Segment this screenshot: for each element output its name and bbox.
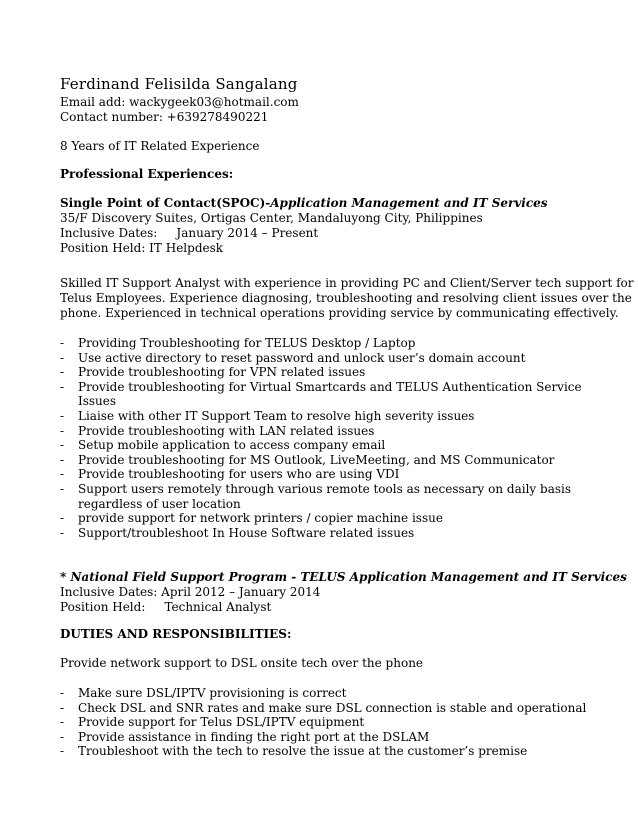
job1-dates: Inclusive Dates: January 2014 – Present — [60, 226, 319, 240]
experience-years: 8 Years of IT Related Experience — [60, 139, 260, 153]
duties-title: DUTIES AND RESPONSIBILITIES: — [60, 627, 292, 641]
list-item: - Provide troubleshooting for MS Outlook, LiveMeeting, and MS Communicator — [60, 452, 555, 467]
email-line: Email add: wackygeek03@hotmail.com — [60, 95, 299, 109]
list-item: - Provide troubleshooting for users who are using VDI — [60, 467, 400, 482]
list-item: - Use active directory to reset password and unlock user’s domain account — [60, 350, 526, 365]
list-item: - Provide support for Telus DSL/IPTV equipment — [60, 715, 365, 730]
job2-title: * National Field Support Program - TELUS Application Management and IT Services — [60, 570, 627, 584]
list-item: - Support/troubleshoot In House Software related issues — [60, 525, 415, 540]
list-item: - Liaise with other IT Support Team to resolve high severity issues — [60, 408, 475, 423]
contact-line: Contact number: +639278490221 — [60, 110, 269, 124]
job2-intro: Provide network support to DSL onsite tech over the phone — [60, 656, 424, 670]
list-item: - Setup mobile application to access company email — [60, 438, 386, 453]
job1-company-italic: Application Management and IT Services — [270, 196, 548, 210]
job1-summary-line: phone. Experienced in technical operations providing service by communicating effectively. — [60, 306, 619, 320]
job1-summary-line: Telus Employees. Experience diagnosing, troubleshooting and resolving client issues over the — [60, 291, 632, 305]
list-item: - Provide assistance in finding the right port at the DSLAM — [60, 729, 430, 744]
list-item: - Troubleshoot with the tech to resolve the issue at the customer’s premise — [60, 744, 528, 759]
job1-duties-list — [60, 336, 600, 540]
job1-summary-line: Skilled IT Support Analyst with experience in providing PC and Client/Server tech support for — [60, 276, 634, 290]
applicant-name: Ferdinand Felisilda Sangalang — [60, 75, 298, 93]
job1-company — [60, 196, 600, 211]
list-item: - Provide troubleshooting with LAN related issues — [60, 423, 375, 438]
list-item: - Check DSL and SNR rates and make sure DSL connection is stable and operational — [60, 700, 587, 715]
section-title: Professional Experiences: — [60, 167, 234, 181]
job2-duties-list — [60, 686, 600, 759]
job1-address: 35/F Discovery Suites, Ortigas Center, Mandaluyong City, Philippines — [60, 211, 483, 225]
list-item: - Make sure DSL/IPTV provisioning is correct — [60, 686, 347, 700]
job1-company-prefix: Single Point of Contact(SPOC)- — [60, 196, 271, 210]
job2-dates: Inclusive Dates: April 2012 – January 2014 — [60, 585, 321, 599]
list-item: - Support users remotely through various remote tools as necessary on daily basis regardless of user location — [60, 481, 572, 511]
list-item: - Providing Troubleshooting for TELUS Desktop / Laptop — [60, 336, 416, 350]
job2-position: Position Held: Technical Analyst — [60, 600, 272, 614]
list-item: - Provide troubleshooting for Virtual Smartcards and TELUS Authentication Service Issues — [60, 379, 582, 409]
job1-position: Position Held: IT Helpdesk — [60, 241, 224, 255]
list-item: - Provide troubleshooting for VPN related issues — [60, 365, 366, 380]
list-item: - provide support for network printers / copier machine issue — [60, 511, 443, 526]
